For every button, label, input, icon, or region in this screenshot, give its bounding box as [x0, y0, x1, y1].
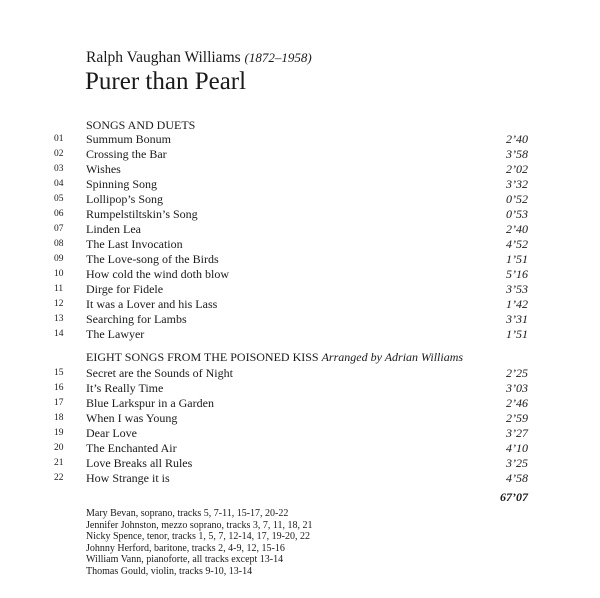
credit-line: Thomas Gould, violin, tracks 9-10, 13-14 — [86, 565, 253, 577]
track-row — [0, 147, 600, 162]
track-duration: 2’40 — [506, 132, 528, 146]
track-duration: 3’53 — [506, 282, 528, 296]
track-title: Lollipop’s Song — [86, 192, 164, 206]
track-number: 01 — [54, 134, 64, 144]
track-number: 22 — [54, 473, 64, 483]
track-row — [0, 282, 600, 297]
track-title: Wishes — [86, 162, 121, 176]
credit-line: Mary Bevan, soprano, tracks 5, 7-11, 15-17, 20-22 — [86, 508, 289, 519]
track-title: Rumpelstiltskin’s Song — [86, 207, 198, 221]
track-row — [0, 267, 600, 282]
track-duration: 4’58 — [506, 471, 528, 485]
track-row — [0, 132, 600, 147]
composer-name: Ralph Vaughan Williams — [86, 49, 241, 66]
track-duration: 5’16 — [506, 267, 528, 281]
track-duration: 2’02 — [506, 162, 528, 176]
track-number: 18 — [54, 413, 64, 423]
track-title: Dear Love — [86, 426, 137, 440]
track-number: 19 — [54, 428, 64, 438]
track-title: Love Breaks all Rules — [86, 456, 193, 470]
track-title: The Last Invocation — [86, 237, 183, 251]
track-number: 21 — [54, 458, 64, 468]
track-number: 08 — [54, 239, 64, 249]
track-duration: 1’51 — [506, 252, 528, 266]
track-duration: 3’31 — [506, 312, 528, 326]
track-duration: 0’52 — [506, 192, 528, 206]
track-title: Summum Bonum — [86, 132, 172, 146]
track-duration: 4’52 — [506, 237, 528, 251]
track-number: 05 — [54, 194, 64, 204]
track-row — [0, 207, 600, 222]
track-number: 15 — [54, 368, 64, 378]
track-number: 14 — [54, 329, 64, 339]
track-title: The Lawyer — [86, 327, 145, 341]
track-title: Crossing the Bar — [86, 147, 167, 161]
track-number: 13 — [54, 314, 64, 324]
track-row — [0, 297, 600, 312]
track-title: Linden Lea — [86, 222, 141, 236]
track-number: 16 — [54, 383, 64, 393]
track-number: 20 — [54, 443, 64, 453]
track-title: Secret are the Sounds of Night — [86, 366, 233, 380]
track-title: How Strange it is — [86, 471, 170, 485]
section-heading-poisoned-kiss — [86, 350, 463, 365]
credit-line: William Vann, pianoforte, all tracks except 13-14 — [86, 554, 284, 565]
track-row — [0, 222, 600, 237]
track-number: 10 — [54, 269, 64, 279]
track-duration: 2’40 — [506, 222, 528, 236]
track-duration: 3’27 — [506, 426, 528, 440]
track-row — [0, 456, 600, 471]
composer-dates: (1872–1958) — [244, 50, 312, 65]
track-number: 11 — [54, 284, 64, 294]
credit-line: Nicky Spence, tenor, tracks 1, 5, 7, 12-14, 17, 19-20, 22 — [86, 531, 310, 542]
track-duration: 2’25 — [506, 366, 528, 380]
track-title: The Love-song of the Birds — [86, 252, 219, 266]
track-title: The Enchanted Air — [86, 441, 177, 455]
track-row — [0, 426, 600, 441]
track-duration: 3’03 — [506, 381, 528, 395]
credit-line: Jennifer Johnston, mezzo soprano, tracks 3, 7, 11, 18, 21 — [86, 519, 313, 531]
track-row — [0, 177, 600, 192]
track-duration: 2’59 — [506, 411, 528, 425]
track-title: Blue Larkspur in a Garden — [86, 396, 214, 410]
track-duration: 3’25 — [506, 456, 528, 470]
track-row — [0, 411, 600, 426]
track-duration: 2’46 — [506, 396, 528, 410]
composer-line — [86, 49, 312, 67]
track-duration: 1’51 — [506, 327, 528, 341]
track-row — [0, 327, 600, 342]
credit-line: Johnny Herford, baritone, tracks 2, 4-9, 12, 15-16 — [86, 542, 285, 554]
track-number: 02 — [54, 149, 64, 159]
track-number: 09 — [54, 254, 64, 264]
section-heading-songs-and-duets: SONGS AND DUETS — [86, 118, 196, 132]
track-title: Searching for Lambs — [86, 312, 187, 326]
track-duration: 0’53 — [506, 207, 528, 221]
arranger-credit: Arranged by Adrian Williams — [321, 350, 464, 364]
track-title: It’s Really Time — [86, 381, 164, 395]
track-duration: 4’10 — [506, 441, 528, 455]
track-row — [0, 441, 600, 456]
track-number: 12 — [54, 299, 64, 309]
track-row — [0, 396, 600, 411]
track-number: 04 — [54, 179, 64, 189]
track-title: Spinning Song — [86, 177, 158, 191]
track-row — [0, 192, 600, 207]
track-title: When I was Young — [86, 411, 178, 425]
track-duration: 3’58 — [506, 147, 528, 161]
album-title: Purer than Pearl — [85, 68, 247, 95]
track-number: 06 — [54, 209, 64, 219]
track-row — [0, 471, 600, 486]
track-title: It was a Lover and his Lass — [86, 297, 218, 311]
track-row — [0, 252, 600, 267]
track-duration: 1’42 — [506, 297, 528, 311]
track-row — [0, 237, 600, 252]
track-number: 17 — [54, 398, 64, 408]
track-row — [0, 366, 600, 381]
track-duration: 3’32 — [506, 177, 528, 191]
track-title: Dirge for Fidele — [86, 282, 164, 296]
track-row — [0, 312, 600, 327]
track-row — [0, 381, 600, 396]
performer-credits — [86, 508, 313, 577]
track-row — [0, 162, 600, 177]
section-heading-text: EIGHT SONGS FROM THE POISONED KISS — [86, 350, 319, 364]
track-number: 03 — [54, 164, 64, 174]
track-title: How cold the wind doth blow — [86, 267, 229, 281]
total-duration: 67’07 — [500, 490, 528, 504]
track-number: 07 — [54, 224, 64, 234]
